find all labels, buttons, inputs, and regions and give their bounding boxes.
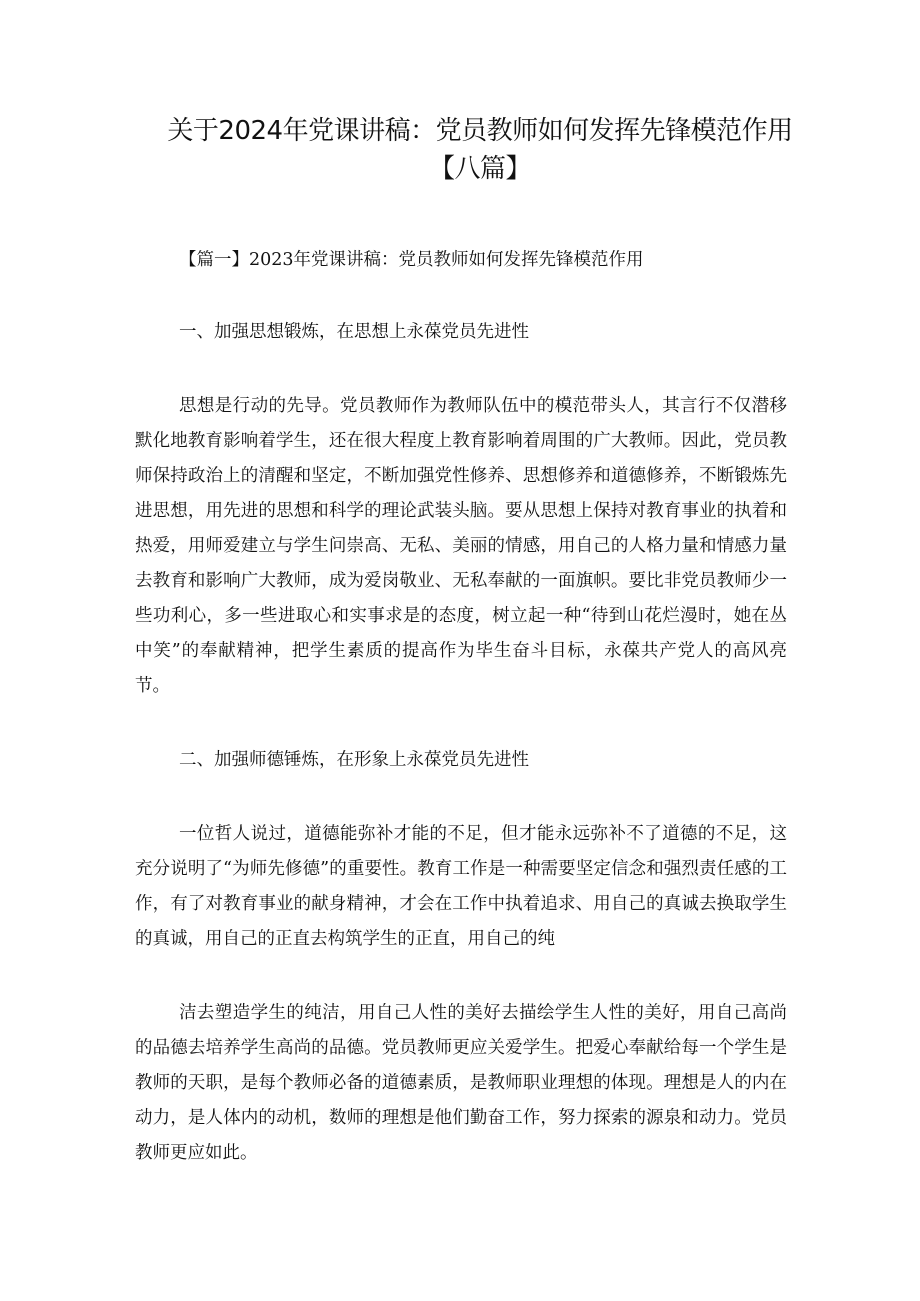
document-title-line-1: 关于2024年党课讲稿：党员教师如何发挥先锋模范作用 bbox=[167, 116, 793, 146]
section-2-paragraph-2: 洁去塑造学生的纯洁，用自己人性的美好去描绘学生人性的美好，用自己高尚的品德去培养学生高尚的品德。党员教师更应关爱学生。把爱心奉献给每一个学生是教师的天职，是每个教师必备的道德素质，是教师职业理想的体现。理想是人的内在动力，是人体内的动机，数师的理想是他们勤奋工作，努力探索的源泉和动力。党员教师更应如此。 bbox=[135, 1003, 787, 1163]
spacer bbox=[135, 704, 787, 743]
document-title bbox=[150, 112, 810, 188]
spacer bbox=[135, 278, 787, 315]
spacer bbox=[135, 957, 787, 996]
part-heading: 【篇一】2023年党课讲稿：党员教师如何发挥先锋模范作用 bbox=[179, 250, 644, 270]
spacer bbox=[135, 350, 787, 389]
section-1-paragraph: 思想是行动的先导。党员教师作为教师队伍中的模范带头人，其言行不仅潜移默化地教育影响着学生，还在很大程度上教育影响着周围的广大教师。因此，党员教师保持政治上的清醒和坚定，不断加强党性修养、思想修养和道德修养，不断锻炼先进思想，用先进的思想和科学的理论武装头脑。要从思想上保持对教育事业的执着和热爱，用师爱建立与学生问崇高、无私、美丽的情感，用自己的人格力量和情感力量去教育和影响广大教师，成为爱岗敬业、无私奉献的一面旗帜。要比非党员教师少一些功利心，多一些进取心和实事求是的态度，树立起一种“待到山花烂漫时，她在丛中笑”的奉献精神，把学生素质的提高作为毕生奋斗目标，永葆共产党人的高风亮节。 bbox=[135, 396, 787, 696]
document-title-line-2: 【八篇】 bbox=[428, 154, 531, 184]
spacer bbox=[135, 778, 787, 817]
section-2-paragraph-1: 一位哲人说过，道德能弥补才能的不足，但才能永远弥补不了道德的不足，这充分说明了“为师先修德”的重要性。教育工作是一种需要坚定信念和强烈责任感的工作，有了对教育事业的献身精神，才会在工作中执着追求、用自己的真诚去换取学生的真诚，用自己的正直去构筑学生的正直，用自己的纯 bbox=[135, 824, 787, 949]
section-1-heading: 一、加强思想锻炼，在思想上永葆党员先进性 bbox=[179, 322, 529, 342]
document-body bbox=[135, 243, 787, 1171]
section-2-heading: 二、加强师德锤炼，在形象上永葆党员先进性 bbox=[179, 750, 529, 770]
